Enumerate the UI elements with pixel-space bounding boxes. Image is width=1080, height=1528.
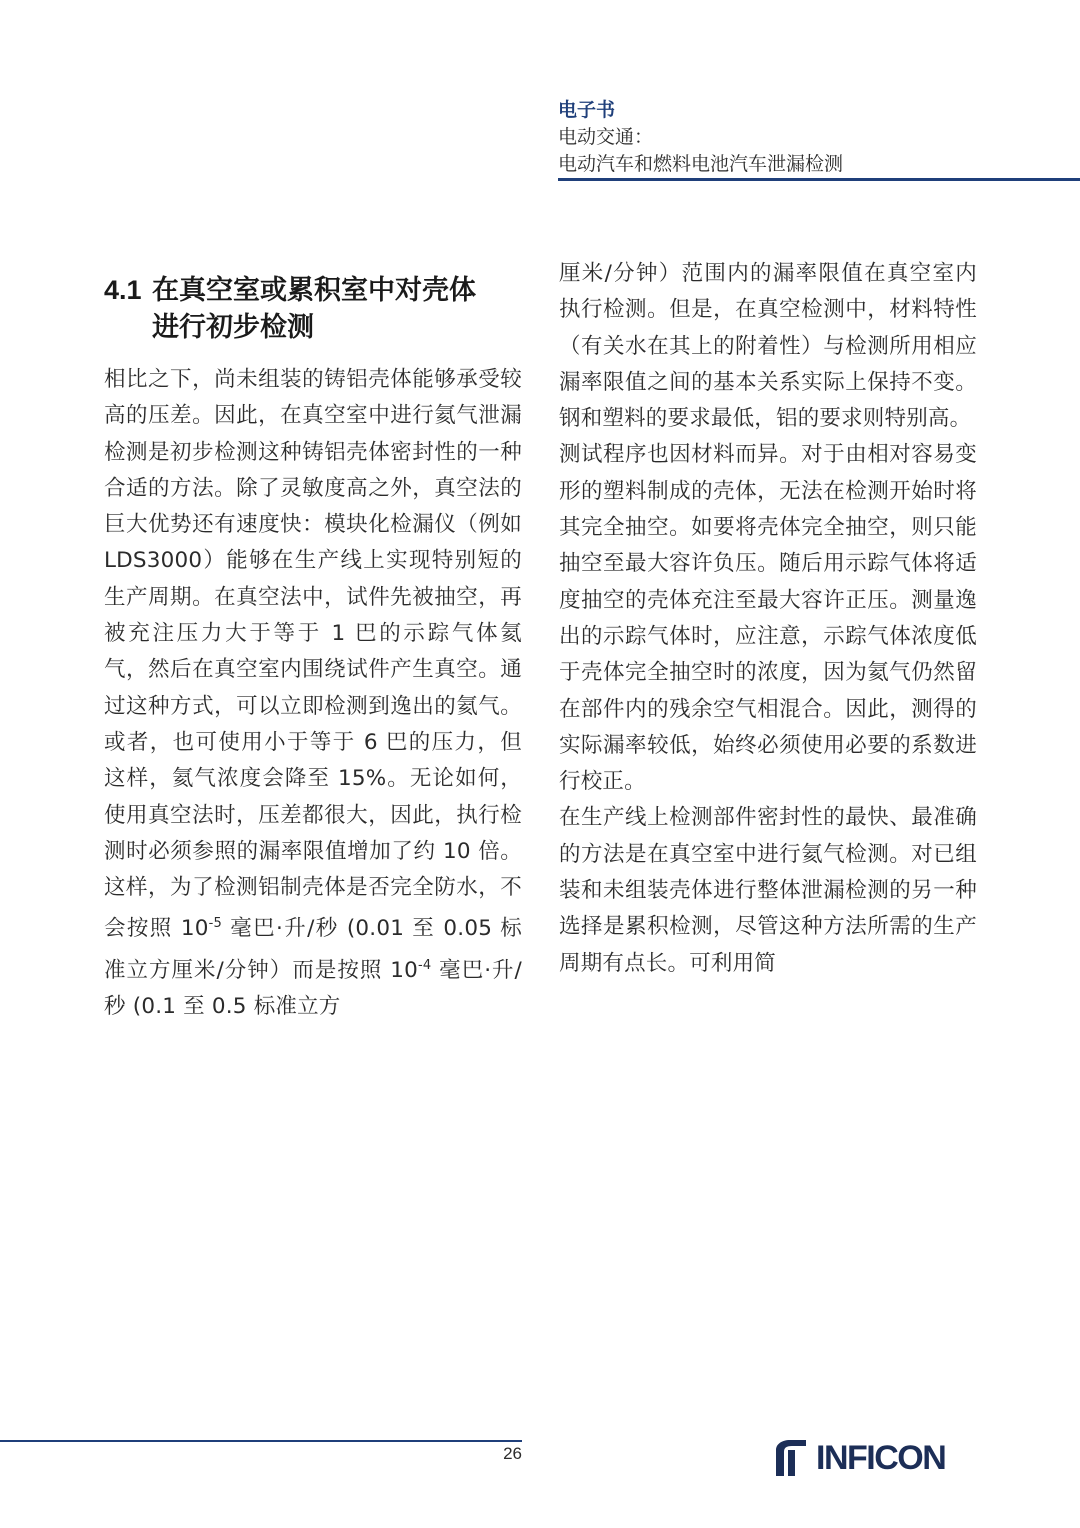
section-title-line-2: 进行初步检测	[152, 312, 314, 343]
header-brand: 电子书	[558, 99, 616, 121]
right-column	[559, 256, 977, 982]
section-title-line-1: 在真空室或累积室中对壳体	[152, 275, 476, 306]
left-column	[104, 256, 522, 1026]
superscript-exponent-1: -5	[208, 916, 223, 932]
inficon-logo-icon	[770, 1436, 812, 1480]
header-rule	[558, 178, 1080, 181]
right-paragraph-2: 测试程序也因材料而异。对于由相对容易变形的塑料制成的壳体，无法在检测开始时将其完全抽空。如要将壳体完全抽空，则只能抽空至最大容许负压。随后用示踪气体将适度抽空的壳体充注至最大容许正压。测量逸出的示踪气体时，应注意，示踪气体浓度低于壳体完全抽空时的浓度，因为氦气仍然留在部件内的残余空气相混合。因此，测得的实际漏率较低，始终必须使用必要的系数进行校正。	[559, 442, 977, 795]
right-paragraph-3: 在生产线上检测部件密封性的最快、最准确的方法是在真空室中进行氦气检测。对已组装和未组装壳体进行整体泄漏检测的另一种选择是累积检测，尽管这种方法所需的生产周期有点长。可利用简	[559, 805, 977, 976]
page-number: 26	[503, 1444, 522, 1463]
section-number: 4.1	[104, 275, 142, 305]
header-line-1: 电动交通：	[558, 126, 654, 148]
header-block	[558, 96, 1080, 178]
section-title	[152, 272, 476, 346]
inficon-logo	[770, 1436, 945, 1480]
left-paragraph-1-part-a: 相比之下，尚未组装的铸铝壳体能够承受较高的压差。因此，在真空室中进行氦气泄漏检测是初步检测这种铸铝壳体密封性的一种合适的方法。除了灵敏度高之外，真空法的巨大优势还有速度快：模块化检漏仪（例如 LDS3000）能够在生产线上实现特别短的生产周期。在真空法中，试件先被抽空，再被充注压力大于等于 1 巴的示踪气体氦气，然后在真空室内围绕试件产生真空。通过这种方式，可以立即检测到逸出的氦气。或者，也可使用小于等于 6 巴的压力，但这样，氦气浓度会降至 15%。无论如何，使用真空法时，压差都很大，因此，执行检测时必须参照的漏率限值增加了约 10 倍。这样，为了检测铝制壳体是否完全防水，不会按照 10	[104, 367, 522, 942]
right-paragraph-1: 厘米/分钟）范围内的漏率限值在真空室内执行检测。但是，在真空检测中，材料特性（有关水在其上的附着性）与检测所用相应漏率限值之间的基本关系实际上保持不变。钢和塑料的要求最低，铝的要求则特别高。	[559, 261, 977, 432]
superscript-exponent-2: -4	[417, 957, 432, 973]
left-paragraph-1	[104, 362, 522, 1026]
left-paragraph-1-part-c: 毫巴·升/秒 (0.1 至 0.5 标准立方	[104, 958, 522, 1020]
logo-text: INFICON	[816, 1438, 946, 1477]
left-paragraph-1-part-b: 毫巴·升/秒 (0.01 至 0.05 标准立方厘米/分钟）而是按照 10	[104, 916, 522, 984]
footer-rule	[0, 1440, 522, 1442]
section-heading	[104, 272, 522, 346]
header-line-2: 电动汽车和燃料电池汽车泄漏检测	[558, 153, 844, 175]
